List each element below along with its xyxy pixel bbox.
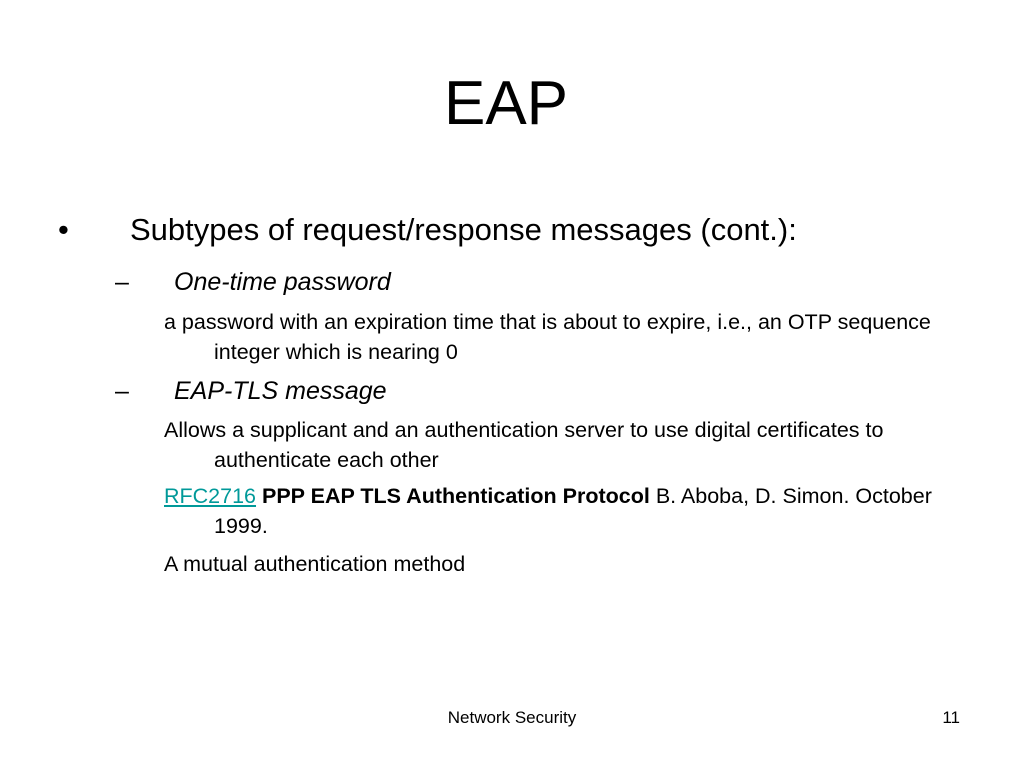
detail-eap-tls-description: Allows a supplicant and an authentication server to use digital certificates to authenticate each other [164,418,884,472]
rfc-title: PPP EAP TLS Authentication Protocol [262,484,650,508]
dash-marker: – [115,268,129,296]
subitem-label: One-time password [174,268,391,296]
detail-rfc-reference [164,481,974,541]
rfc2716-link[interactable]: RFC2716 [164,484,257,508]
bullet-text: Subtypes of request/response messages (cont.): [130,212,797,247]
detail-otp-description: a password with an expiration time that is about to expire, i.e., an OTP sequence integer which is nearing 0 [164,310,931,364]
rfc-authors-date: B. Aboba, D. Simon. October 1999. [214,484,932,538]
slide-title: EAP [443,69,569,138]
detail-mutual-auth: A mutual authentication method [164,552,466,576]
dash-marker: – [115,377,129,405]
subitem-label: EAP-TLS message [174,377,387,405]
footer-title: Network Security [447,708,577,727]
page-number: 11 [942,708,960,727]
bullet-marker: • [58,212,69,247]
